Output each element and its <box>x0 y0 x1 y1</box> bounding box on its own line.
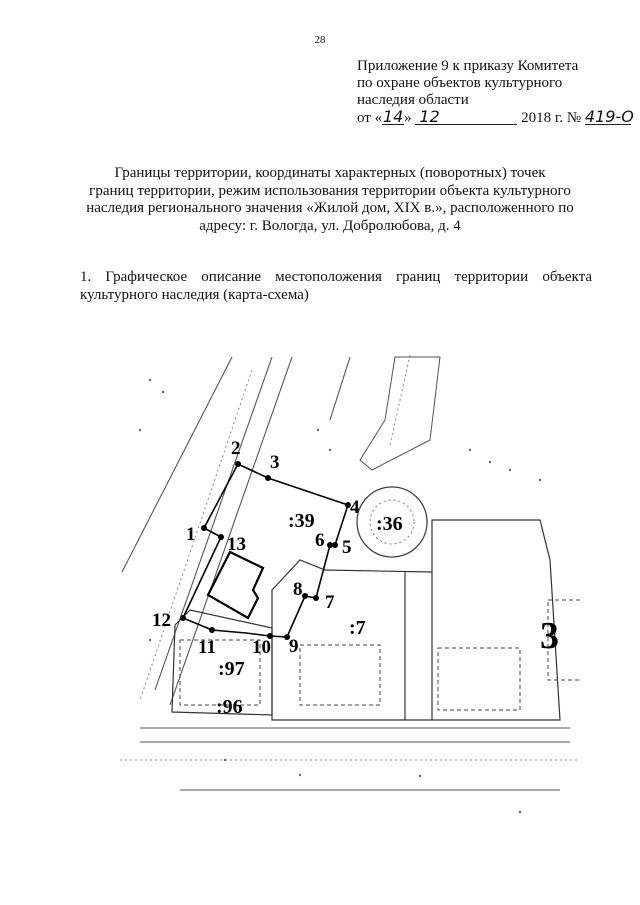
parcel-label-36: :36 <box>376 513 403 535</box>
inner-dashed-blocks <box>180 600 582 710</box>
building-top-right <box>360 357 440 470</box>
point-marker-1 <box>201 525 207 531</box>
title-line-4: адресу: г. Вологда, ул. Добролюбова, д. 4 <box>199 217 461 234</box>
section-heading <box>80 268 592 304</box>
annex-line-3: наследия области <box>357 92 469 108</box>
point-label-1: 1 <box>186 524 196 545</box>
parcel-label-7: :7 <box>349 617 366 639</box>
point-marker-13 <box>218 534 224 540</box>
section-line-1: 1. Графическое описание местоположения границ территории объекта <box>80 269 592 285</box>
parcel-label-96: :96 <box>216 696 243 718</box>
parcel-labels <box>216 510 559 718</box>
street-lines <box>122 357 570 790</box>
point-label-2: 2 <box>231 438 241 459</box>
parcel-label-97: :97 <box>218 658 245 680</box>
point-label-10: 10 <box>252 637 271 658</box>
point-marker-7 <box>313 595 319 601</box>
title-line-2: границ территории, режим использования территории объекта культурного <box>89 182 571 199</box>
point-marker-11 <box>209 627 215 633</box>
page-number: 28 <box>314 34 326 46</box>
survey-marks <box>139 379 541 813</box>
point-marker-12 <box>180 615 186 621</box>
date-mid: » <box>404 110 412 126</box>
date-month: 12 <box>415 109 517 125</box>
point-label-5: 5 <box>342 537 352 558</box>
point-label-9: 9 <box>289 636 299 657</box>
boundary-map <box>112 355 582 845</box>
point-marker-8 <box>302 593 308 599</box>
annex-header <box>357 58 634 127</box>
annex-line-2: по охране объектов культурного <box>357 75 563 91</box>
annex-date-line <box>357 107 634 127</box>
title-line-3: наследия регионального значения «Жилой дом, XIX в.», расположенного по <box>86 200 574 216</box>
point-label-12: 12 <box>152 610 171 631</box>
point-marker-6 <box>327 542 333 548</box>
point-marker-2 <box>235 461 241 467</box>
date-year: 2018 г. № <box>521 110 582 126</box>
point-label-3: 3 <box>270 452 280 473</box>
date-day: 14 <box>382 107 404 126</box>
point-label-13: 13 <box>227 534 246 555</box>
point-label-11: 11 <box>198 637 216 658</box>
point-marker-3 <box>265 475 271 481</box>
point-label-7: 7 <box>325 592 335 613</box>
block-number: 3 <box>540 615 559 657</box>
document-title <box>70 165 590 235</box>
order-number: 419-О <box>584 107 634 126</box>
parcel-label-39: :39 <box>288 510 315 532</box>
section-line-2: культурного наследия (карта-схема) <box>80 287 309 303</box>
point-label-8: 8 <box>293 579 303 600</box>
building-footprint <box>208 552 263 618</box>
date-prefix: от « <box>357 110 383 126</box>
point-label-4: 4 <box>350 497 360 518</box>
annex-line-1: Приложение 9 к приказу Комитета <box>357 58 579 74</box>
point-label-6: 6 <box>315 530 325 551</box>
title-line-1: Границы территории, координаты характерных (поворотных) точек <box>114 165 546 181</box>
